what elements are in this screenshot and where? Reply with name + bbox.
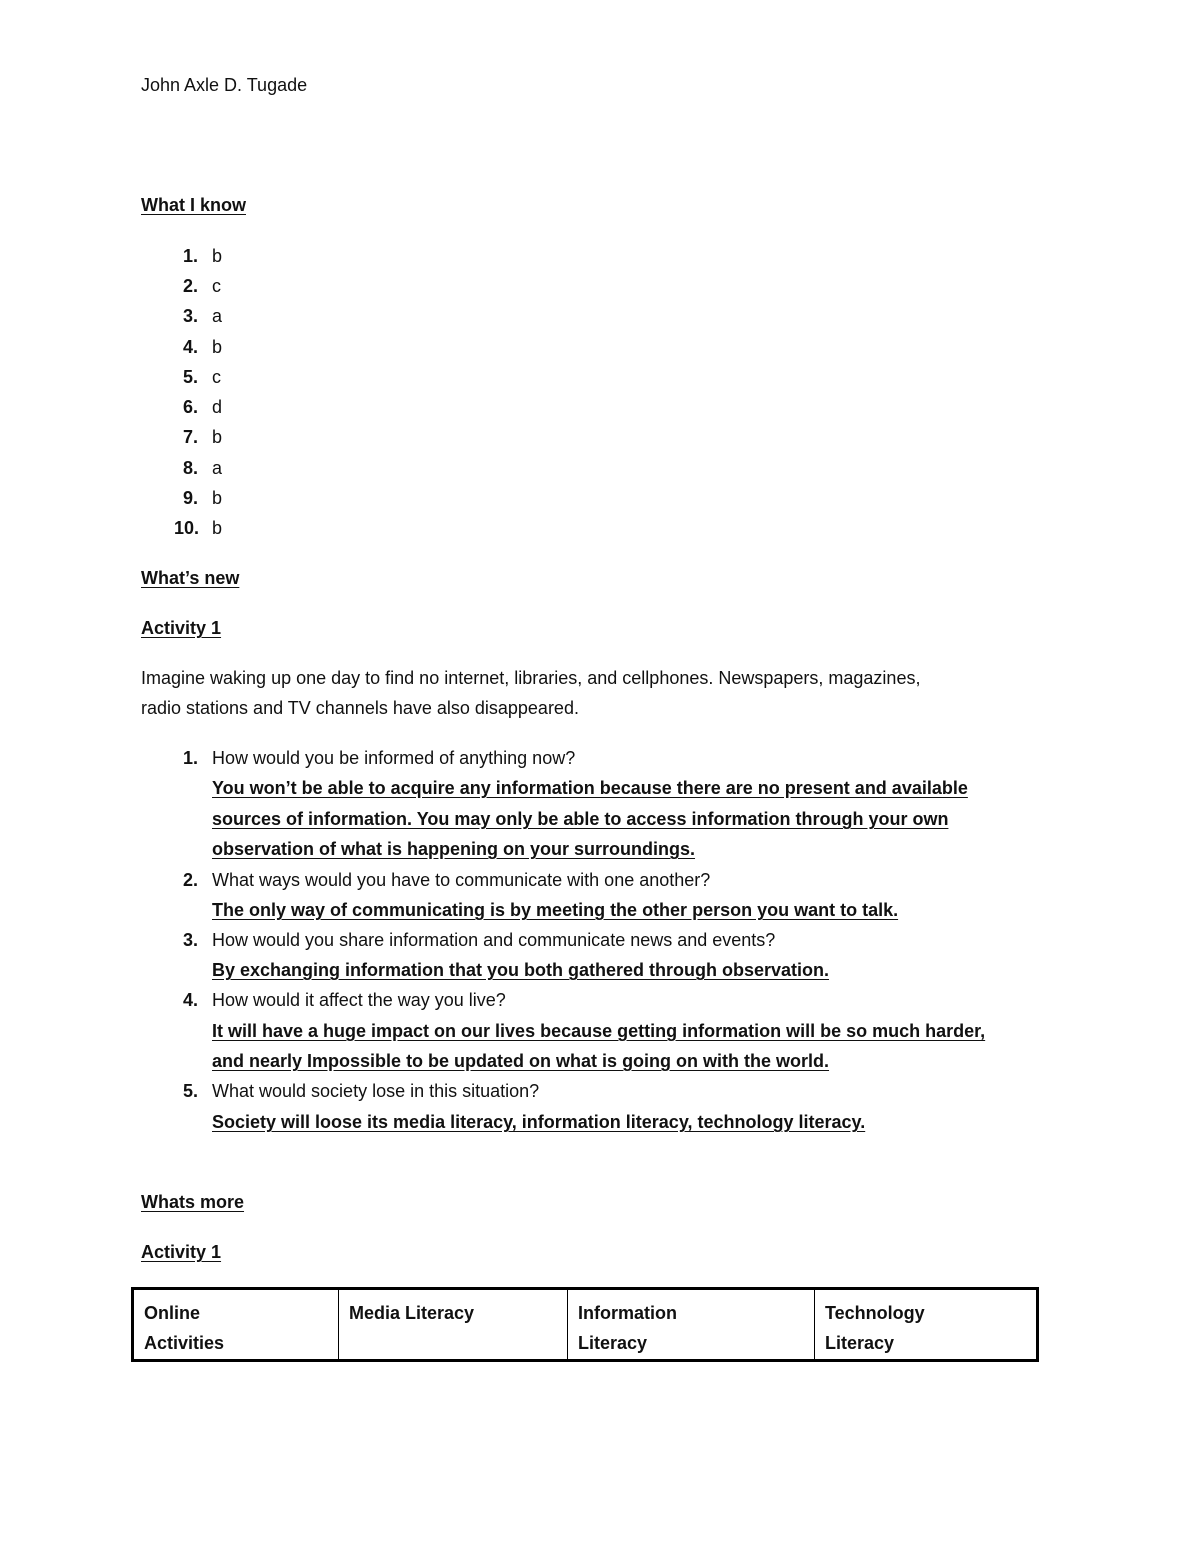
- item-answer: b: [212, 337, 223, 357]
- intro-paragraph-line: radio stations and TV channels have also disappeared.: [141, 698, 579, 718]
- item-number: 1.: [182, 246, 198, 266]
- heading-what-i-know: What I know: [141, 195, 246, 215]
- question-number: 3.: [182, 930, 198, 950]
- table-header-row: [133, 1289, 1038, 1361]
- question-text: How would it affect the way you live?: [212, 990, 506, 1010]
- item-answer: a: [212, 458, 223, 478]
- author-name: John Axle D. Tugade: [141, 75, 308, 95]
- item-number: 2.: [182, 276, 198, 296]
- item-answer: d: [212, 397, 223, 417]
- item-number: 5.: [182, 367, 198, 387]
- header-line: Media Literacy: [349, 1303, 475, 1323]
- answer-text: The only way of communicating is by meeting the other person you want to talk.: [212, 900, 899, 920]
- question-number: 4.: [182, 990, 198, 1010]
- answer-text: Society will loose its media literacy, information literacy, technology literacy.: [212, 1112, 866, 1132]
- table-header-online-activities: [133, 1289, 339, 1361]
- header-line: Technology: [825, 1303, 925, 1323]
- answer-text: By exchanging information that you both gathered through observation.: [212, 960, 830, 980]
- item-answer: a: [212, 306, 223, 326]
- header-line: Online: [144, 1303, 201, 1323]
- question-number: 1.: [182, 748, 198, 768]
- heading-activity-1-more: Activity 1: [141, 1242, 222, 1262]
- heading-whats-more: Whats more: [141, 1192, 245, 1212]
- answer-text: You won’t be able to acquire any information because there are no present and available: [212, 778, 968, 798]
- literacy-table: [131, 1287, 1039, 1362]
- answer-text: observation of what is happening on your surroundings.: [212, 839, 696, 859]
- item-answer: b: [212, 488, 223, 508]
- table-header-technology-literacy: [815, 1289, 1038, 1361]
- question-text: How would you be informed of anything now?: [212, 748, 576, 768]
- intro-paragraph-line: Imagine waking up one day to find no internet, libraries, and cellphones. Newspapers, magazines,: [141, 668, 921, 688]
- question-text: How would you share information and communicate news and events?: [212, 930, 776, 950]
- item-answer: b: [212, 518, 223, 538]
- answer-text: sources of information. You may only be able to access information through your own: [212, 809, 949, 829]
- header-line: Literacy: [578, 1333, 648, 1353]
- item-number: 8.: [182, 458, 198, 478]
- item-answer: c: [212, 276, 221, 296]
- answer-text: and nearly Impossible to be updated on what is going on with the world.: [212, 1051, 830, 1071]
- item-number: 9.: [182, 488, 198, 508]
- item-number: 4.: [182, 337, 198, 357]
- item-answer: b: [212, 427, 223, 447]
- header-line: Literacy: [825, 1333, 895, 1353]
- table-header-information-literacy: [568, 1289, 815, 1361]
- item-number: 7.: [182, 427, 198, 447]
- item-answer: c: [212, 367, 221, 387]
- question-number: 2.: [182, 870, 198, 890]
- question-text: What would society lose in this situation?: [212, 1081, 540, 1101]
- item-number: 6.: [182, 397, 198, 417]
- question-number: 5.: [182, 1081, 198, 1101]
- answer-text: It will have a huge impact on our lives because getting information will be so much harder,: [212, 1021, 986, 1041]
- heading-whats-new: What’s new: [141, 568, 240, 588]
- question-text: What ways would you have to communicate with one another?: [212, 870, 711, 890]
- table-header-media-literacy: [339, 1289, 568, 1361]
- item-number: 3.: [182, 306, 198, 326]
- header-line: Information: [578, 1303, 677, 1323]
- item-number: 10.: [174, 518, 200, 538]
- heading-activity-1: Activity 1: [141, 618, 222, 638]
- item-answer: b: [212, 246, 223, 266]
- header-line: Activities: [144, 1333, 225, 1353]
